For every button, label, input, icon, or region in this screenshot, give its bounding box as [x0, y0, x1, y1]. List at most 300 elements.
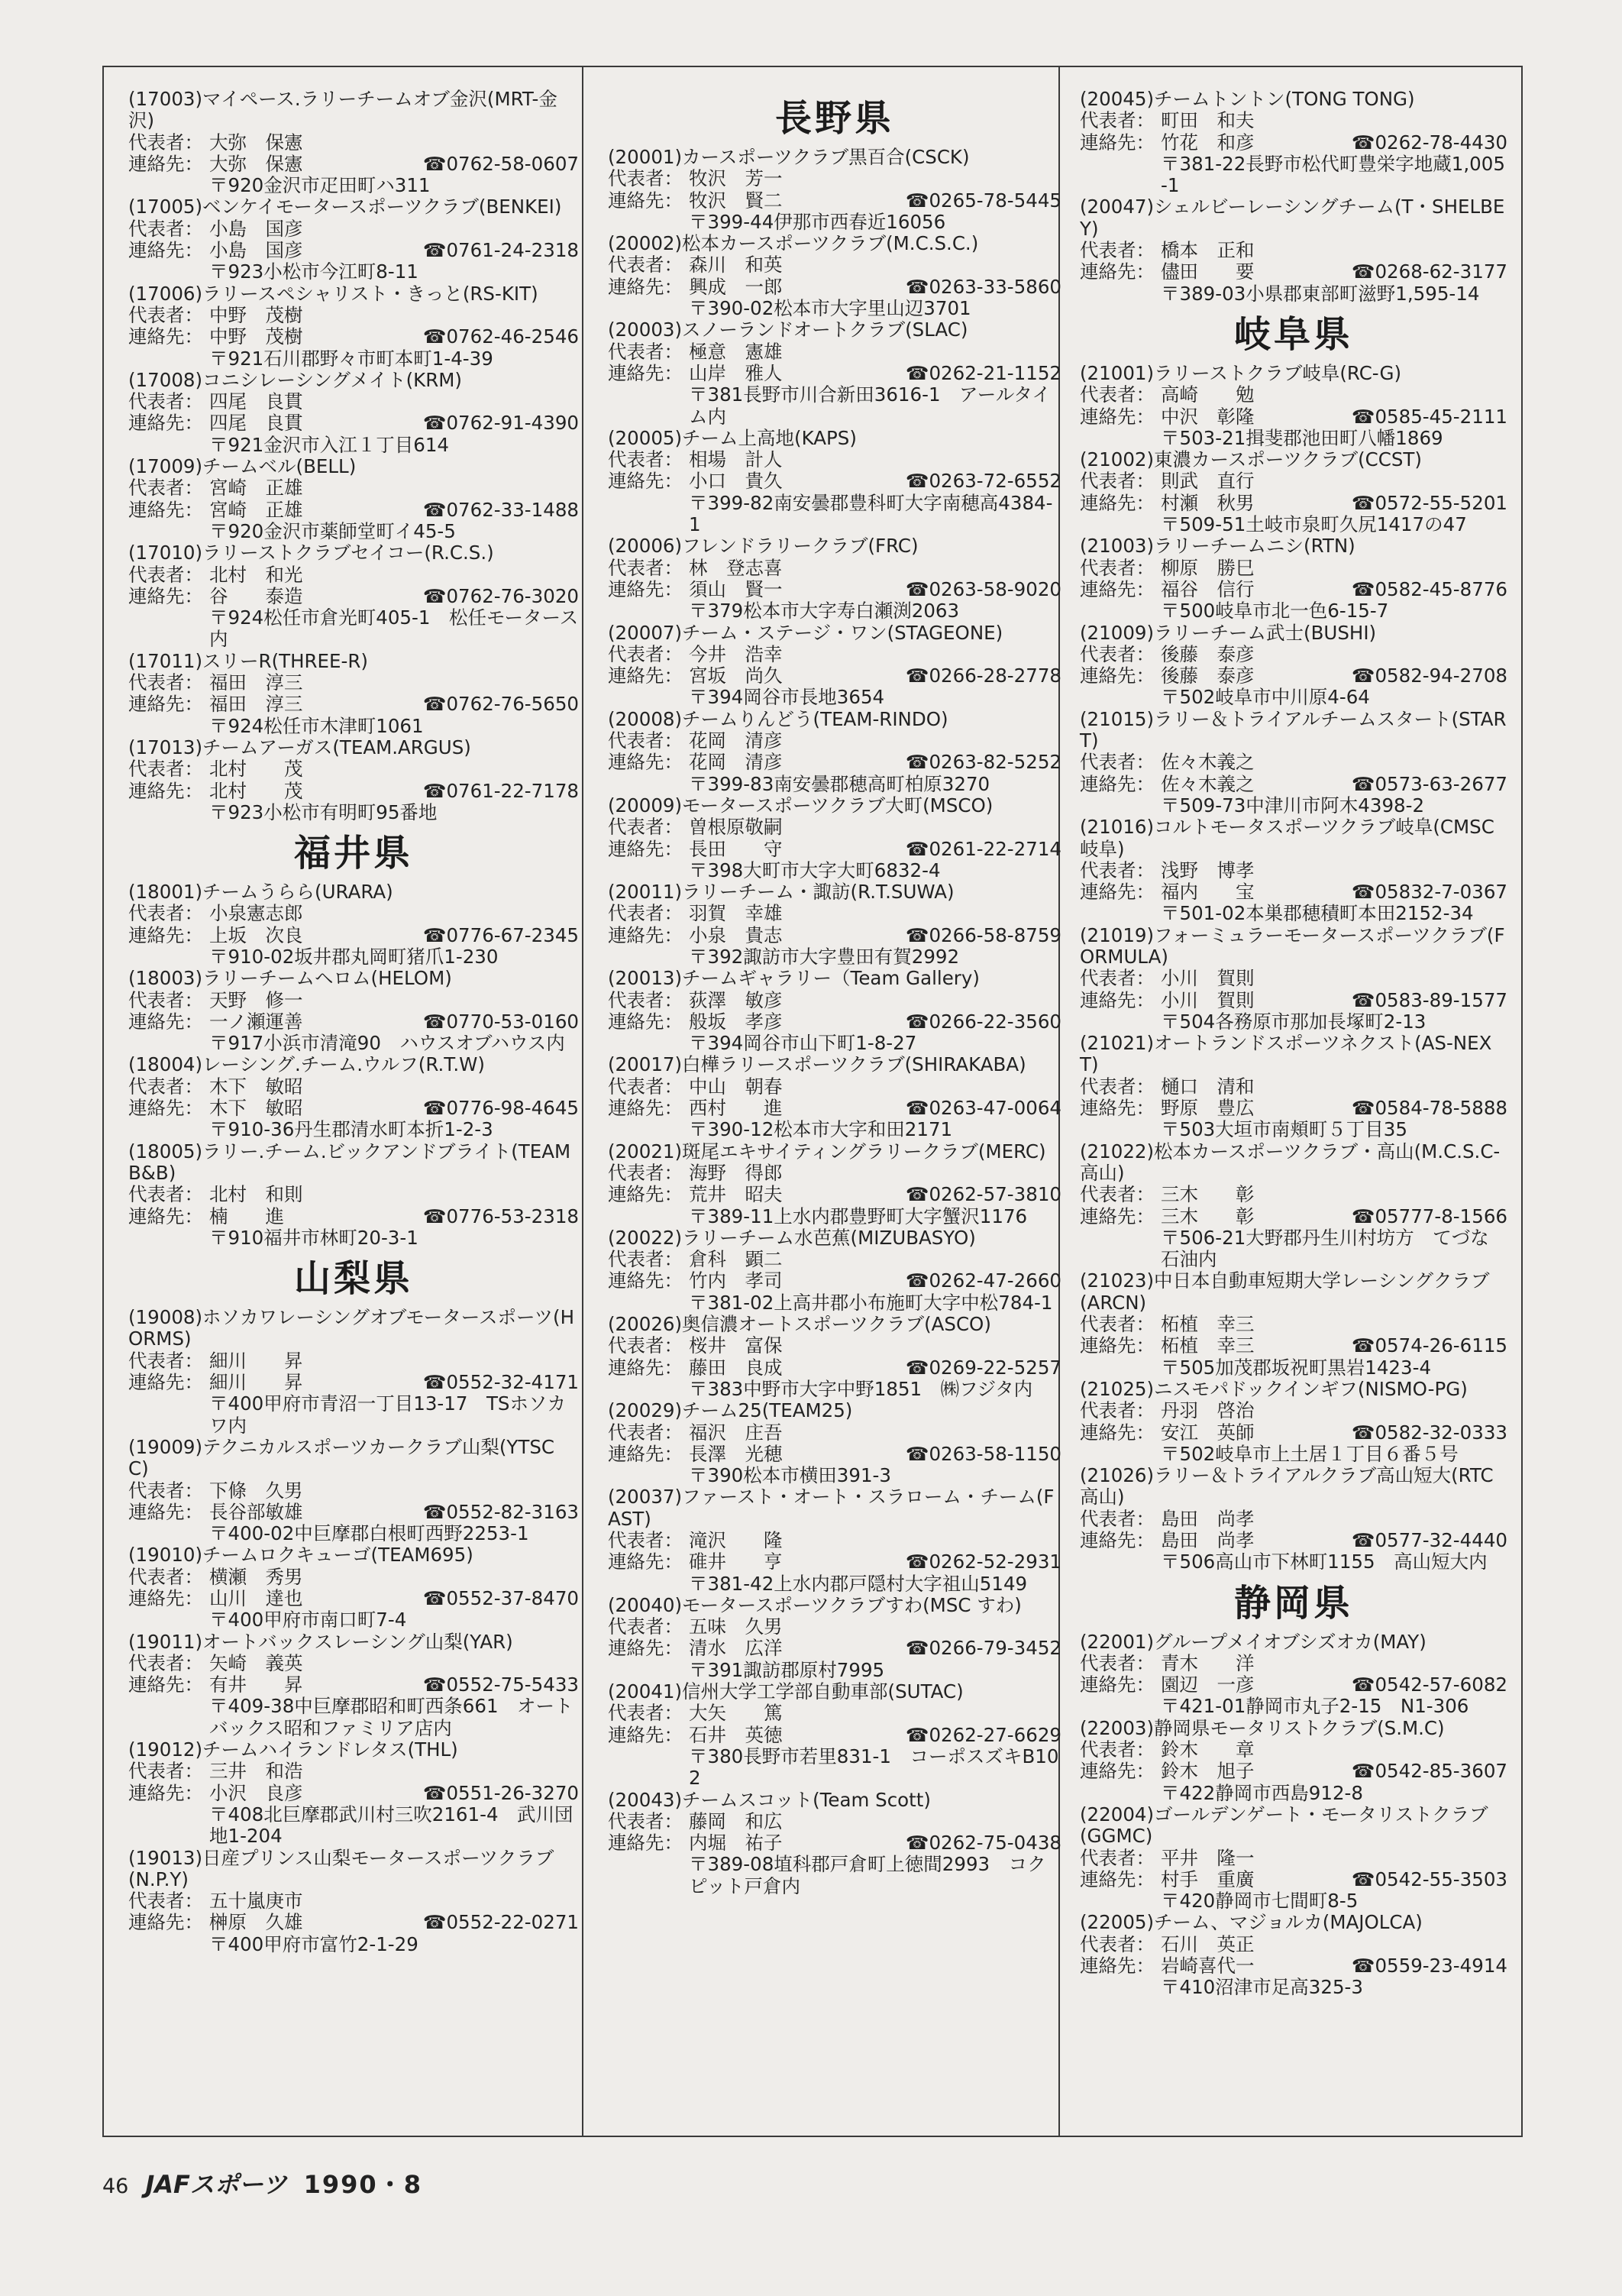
club-title: (22003)静岡県モータリストクラブ(S.M.C) — [1080, 1716, 1445, 1739]
club-title: (22004)ゴールデンゲート・モータリストクラブ(GGMC) — [1080, 1803, 1488, 1848]
representative-name: 北村 和則 — [209, 1183, 303, 1206]
contact-label: 連絡先： — [1080, 131, 1155, 154]
contact-label: 連絡先： — [608, 1442, 683, 1465]
issue-date: 1990・8 — [303, 2170, 422, 2199]
phone-number: ☎0263-33-5860 — [905, 275, 1061, 298]
representative-row — [128, 1761, 579, 1782]
representative-label: 代表者： — [128, 131, 203, 154]
club-title: (21015)ラリー＆トライアルチームスタート(START) — [1080, 707, 1507, 752]
prefecture-heading: 福井県 — [293, 832, 413, 875]
representative-label: 代表者： — [608, 816, 683, 839]
contact-row — [608, 1270, 1061, 1292]
representative-name: 小島 国彦 — [209, 217, 303, 240]
club-title: (20017)白樺ラリースポーツクラブ(SHIRAKABA) — [608, 1053, 1026, 1076]
representative-row — [128, 477, 579, 499]
representative-label: 代表者： — [1080, 1075, 1155, 1098]
representative-name: 牧沢 芳一 — [689, 167, 783, 190]
contact-row — [1080, 1955, 1507, 1977]
contact-name: 儘田 要 — [1161, 260, 1255, 283]
representative-row — [128, 1890, 579, 1912]
postal-address: 〒381-22長野市松代町豊栄字地蔵1,005-1 — [1161, 152, 1505, 197]
postal-address: 〒920金沢市疋田町ハ311 — [209, 174, 431, 197]
postal-address: 〒389-08埴科郡戸倉町上徳間2993 コクピット戸倉内 — [689, 1853, 1046, 1897]
club-title: (19008)ホソカワレーシングオブモータースポーツ(HORMS) — [128, 1306, 575, 1350]
contact-row — [608, 1184, 1061, 1205]
postal-address: 〒410沼津市足高325-3 — [1161, 1976, 1363, 1999]
club-entry — [1080, 817, 1507, 924]
representative-row — [1080, 384, 1507, 406]
phone-number: ☎0762-33-1488 — [422, 498, 579, 521]
contact-row — [128, 1011, 579, 1033]
representative-name: 高崎 勉 — [1161, 383, 1255, 406]
club-entry — [128, 1307, 579, 1437]
representative-row — [1080, 1653, 1507, 1674]
prefecture-heading: 長野県 — [774, 97, 894, 140]
contact-label: 連絡先： — [128, 1587, 203, 1609]
club-title: (20006)フレンドラリークラブ(FRC) — [608, 535, 919, 558]
postal-address: 〒920金沢市薬師堂町イ45-5 — [209, 519, 456, 542]
representative-name: 藤岡 和広 — [689, 1809, 783, 1832]
representative-name: 小川 賀則 — [1161, 967, 1255, 990]
representative-row — [1080, 1184, 1507, 1205]
representative-name: 天野 修一 — [209, 988, 303, 1011]
postal-address: 〒400-02中巨摩郡白根町西野2253-1 — [209, 1522, 529, 1545]
club-title: (21016)コルトモータスポーツクラブ岐阜(CMSC岐阜) — [1080, 816, 1494, 860]
representative-row — [128, 1653, 579, 1674]
postal-address: 〒924松任市倉光町405-1 松任モータース内 — [209, 606, 579, 651]
representative-label: 代表者： — [1080, 556, 1155, 579]
phone-number: ☎0263-58-1150 — [905, 1442, 1061, 1465]
contact-row — [1080, 1098, 1507, 1119]
page-footer — [102, 2169, 422, 2202]
postal-address: 〒910-36丹生郡清水町本折1-2-3 — [209, 1118, 493, 1141]
postal-address: 〒910福井市林町20-3-1 — [209, 1226, 418, 1249]
club-title: (20026)奥信濃オートスポーツクラブ(ASCO) — [608, 1313, 991, 1336]
representative-row — [608, 254, 1061, 276]
club-title: (20021)斑尾エキサイティングラリークラブ(MERC) — [608, 1140, 1046, 1163]
phone-number: ☎0262-21-1152 — [905, 361, 1061, 384]
representative-name: 北村 和光 — [209, 563, 303, 586]
representative-name: 大弥 保憲 — [209, 131, 303, 154]
club-title: (20037)ファースト・オート・スラローム・チーム(FAST) — [608, 1486, 1055, 1530]
representative-row — [608, 730, 1061, 752]
contact-label: 連絡先： — [128, 923, 203, 946]
contact-row — [128, 1098, 579, 1119]
phone-number: ☎0762-76-5650 — [422, 693, 579, 716]
phone-number: ☎0552-82-3163 — [422, 1500, 579, 1523]
representative-label: 代表者： — [1080, 967, 1155, 990]
club-entry — [1080, 196, 1507, 304]
representative-row — [608, 1163, 1061, 1184]
representative-label: 代表者： — [608, 1421, 683, 1444]
representative-label: 代表者： — [1080, 642, 1155, 665]
postal-address: 〒503大垣市南頬町５丁目35 — [1161, 1118, 1407, 1141]
representative-name: 丹羽 啓治 — [1161, 1399, 1255, 1422]
phone-number: ☎0262-75-0438 — [905, 1832, 1061, 1855]
contact-row — [608, 1638, 1061, 1659]
contact-name: 園辺 一彦 — [1161, 1673, 1255, 1696]
representative-name: 北村 茂 — [209, 758, 303, 781]
club-title: (21025)ニスモパドックインギフ(NISMO-PG) — [1080, 1377, 1468, 1400]
representative-row — [128, 1567, 579, 1588]
representative-label: 代表者： — [608, 729, 683, 752]
representative-row — [1080, 1509, 1507, 1530]
contact-row — [608, 1011, 1061, 1033]
representative-name: 森川 和英 — [689, 254, 783, 276]
contact-label: 連絡先： — [1080, 1673, 1155, 1696]
contact-name: 中野 茂樹 — [209, 325, 303, 348]
representative-name: 三木 彰 — [1161, 1183, 1255, 1206]
club-title: (19012)チームハイランドレタス(THL) — [128, 1738, 458, 1761]
representative-name: 宮崎 正雄 — [209, 477, 303, 500]
club-entry — [1080, 1631, 1507, 1718]
contact-row — [1080, 579, 1507, 600]
representative-row — [128, 132, 579, 154]
representative-label: 代表者： — [608, 1075, 683, 1098]
prefecture-heading: 岐阜県 — [1233, 312, 1353, 356]
club-entry — [608, 623, 1061, 709]
contact-row — [128, 240, 579, 261]
representative-label: 代表者： — [608, 902, 683, 925]
contact-row — [128, 925, 579, 946]
contact-name: 荒井 昭夫 — [689, 1183, 783, 1206]
club-title: (20047)シェルビーレーシングチーム(T・SHELBEY) — [1080, 196, 1505, 240]
contact-row — [1080, 1530, 1507, 1551]
club-title: (20007)チーム・ステージ・ワン(STAGEONE) — [608, 621, 1003, 644]
representative-label: 代表者： — [128, 1075, 203, 1098]
representative-name: 海野 得郎 — [689, 1161, 783, 1184]
club-entry — [608, 1790, 1061, 1897]
contact-label: 連絡先： — [608, 1637, 683, 1660]
representative-label: 代表者： — [1080, 109, 1155, 132]
contact-label: 連絡先： — [1080, 1955, 1155, 1977]
representative-name: 橋本 正和 — [1161, 239, 1255, 262]
postal-address: 〒383中野市大字中野1851 ㈱フジタ内 — [689, 1377, 1033, 1400]
contact-label: 連絡先： — [608, 1269, 683, 1292]
representative-name: 曽根原敬嗣 — [689, 816, 783, 839]
representative-name: 樋口 清和 — [1161, 1075, 1255, 1098]
phone-number: ☎0770-53-0160 — [422, 1010, 579, 1033]
representative-name: 細川 昇 — [209, 1349, 303, 1372]
contact-row — [608, 471, 1061, 492]
contact-name: 小島 国彦 — [209, 239, 303, 262]
representative-label: 代表者： — [1080, 1313, 1155, 1336]
club-entry — [1080, 89, 1507, 196]
club-title: (17005)ベンケイモータースポーツクラブ(BENKEI) — [128, 196, 562, 218]
contact-name: 般坂 孝彦 — [689, 1010, 783, 1033]
postal-address: 〒380長野市若里831-1 コーポスズキB102 — [689, 1745, 1059, 1790]
contact-label: 連絡先： — [1080, 260, 1155, 283]
contact-name: 牧沢 賢二 — [689, 189, 783, 212]
representative-name: 木下 敏昭 — [209, 1075, 303, 1098]
contact-label: 連絡先： — [128, 325, 203, 348]
club-title: (18004)レーシング.チーム.ウルフ(R.T.W) — [128, 1053, 485, 1076]
club-entry — [1080, 925, 1507, 1033]
club-entry — [608, 319, 1061, 427]
page-number: 46 — [102, 2175, 129, 2198]
contact-row — [1080, 406, 1507, 428]
representative-label: 代表者： — [128, 1565, 203, 1588]
postal-address: 〒503-21揖斐郡池田町八幡1869 — [1161, 426, 1443, 449]
contact-label: 連絡先： — [128, 1673, 203, 1696]
club-entry — [608, 1054, 1061, 1140]
club-title: (18003)ラリーチームヘロム(HELOM) — [128, 967, 452, 990]
phone-number: ☎0776-53-2318 — [422, 1205, 579, 1227]
contact-label: 連絡先： — [1080, 1334, 1155, 1357]
contact-row — [608, 1357, 1061, 1379]
column-1 — [128, 89, 579, 1955]
postal-address: 〒390-02松本市大字里山辺3701 — [689, 297, 971, 320]
club-entry — [128, 1544, 579, 1631]
contact-name: 山岸 雅人 — [689, 361, 783, 384]
representative-label: 代表者： — [1080, 239, 1155, 262]
phone-number: ☎0266-58-8759 — [905, 923, 1061, 946]
club-entry — [1080, 449, 1507, 535]
representative-label: 代表者： — [608, 1161, 683, 1184]
club-title: (18005)ラリー.チーム.ビックアンドブライト(TEAM B&B) — [128, 1140, 571, 1184]
contact-name: 北村 茂 — [209, 779, 303, 802]
club-entry — [128, 283, 579, 370]
contact-name: 鈴木 旭子 — [1161, 1760, 1255, 1783]
representative-row — [1080, 752, 1507, 773]
club-title: (18001)チームうらら(URARA) — [128, 881, 393, 904]
contact-label: 連絡先： — [608, 577, 683, 600]
club-title: (19009)テクニカルスポーツカークラブ山梨(YTSC C) — [128, 1435, 555, 1480]
contact-row — [1080, 493, 1507, 514]
contact-row — [608, 665, 1061, 687]
contact-label: 連絡先： — [608, 1551, 683, 1573]
column-2 — [608, 89, 1061, 1897]
contact-row — [608, 579, 1061, 600]
phone-number: ☎0542-55-3503 — [1351, 1868, 1507, 1890]
contact-row — [608, 1832, 1061, 1854]
contact-label: 連絡先： — [1080, 1421, 1155, 1444]
representative-name: 福沢 庄吾 — [689, 1421, 783, 1444]
representative-label: 代表者： — [128, 217, 203, 240]
club-entry — [128, 1141, 579, 1249]
contact-label: 連絡先： — [1080, 1097, 1155, 1120]
phone-number: ☎0573-63-2677 — [1351, 772, 1507, 795]
representative-row — [128, 391, 579, 412]
contact-row — [128, 326, 579, 348]
club-title: (20001)カースポーツクラブ黒百合(CSCK) — [608, 146, 970, 168]
club-title: (17003)マイペース.ラリーチームオブ金沢(MRT-金沢) — [128, 88, 557, 132]
club-entry — [1080, 1141, 1507, 1271]
contact-label: 連絡先： — [128, 1010, 203, 1033]
representative-row — [608, 1076, 1061, 1098]
contact-name: 中沢 彰隆 — [1161, 405, 1255, 428]
phone-number: ☎0762-76-3020 — [422, 584, 579, 607]
representative-row — [128, 990, 579, 1011]
contact-label: 連絡先： — [608, 923, 683, 946]
club-title: (20011)ラリーチーム・諏訪(R.T.SUWA) — [608, 881, 955, 904]
representative-label: 代表者： — [608, 1615, 683, 1638]
contact-row — [128, 1502, 579, 1523]
representative-name: 五十嵐庚市 — [209, 1890, 303, 1913]
representative-label: 代表者： — [128, 1479, 203, 1502]
representative-label: 代表者： — [1080, 383, 1155, 406]
club-entry — [1080, 1379, 1507, 1465]
phone-number: ☎0577-32-4440 — [1351, 1529, 1507, 1551]
postal-address: 〒923小松市有明町95番地 — [209, 800, 438, 823]
phone-number: ☎0583-89-1577 — [1351, 988, 1507, 1011]
representative-name: 荻澤 敏彦 — [689, 988, 783, 1011]
contact-name: 宮坂 尚久 — [689, 665, 783, 687]
postal-address: 〒504各務原市那加長塚町2-13 — [1161, 1010, 1427, 1033]
contact-name: 村手 重廣 — [1161, 1868, 1255, 1890]
column-3 — [1080, 89, 1507, 1999]
representative-name: 柳原 勝巳 — [1161, 556, 1255, 579]
contact-name: 榊原 久雄 — [209, 1911, 303, 1934]
contact-name: 後藤 泰彦 — [1161, 665, 1255, 687]
club-title: (20009)モータースポーツクラブ大町(MSCO) — [608, 794, 994, 817]
club-title: (17008)コニシレーシングメイト(KRM) — [128, 368, 462, 391]
postal-address: 〒910-02坂井郡丸岡町猪爪1-230 — [209, 945, 499, 968]
representative-label: 代表者： — [128, 390, 203, 413]
postal-address: 〒400甲府市富竹2-1-29 — [209, 1932, 418, 1955]
club-title: (21001)ラリーストクラブ岐阜(RC-G) — [1080, 361, 1402, 384]
postal-address: 〒509-73中津川市阿木4398-2 — [1161, 794, 1425, 817]
prefecture-heading: 静岡県 — [1233, 1581, 1353, 1625]
representative-name: 矢崎 義英 — [209, 1651, 303, 1674]
contact-name: 興成 一郎 — [689, 275, 783, 298]
postal-address: 〒392諏訪市大字豊田有賀2992 — [689, 945, 960, 968]
representative-row — [1080, 968, 1507, 989]
club-entry — [1080, 623, 1507, 709]
club-title: (19011)オートバックスレーシング山梨(YAR) — [128, 1630, 513, 1653]
representative-row — [1080, 1076, 1507, 1098]
contact-row — [608, 276, 1061, 298]
postal-address: 〒509-51土岐市泉町久尻1417の47 — [1161, 513, 1467, 536]
club-entry — [608, 1314, 1061, 1400]
contact-row — [608, 839, 1061, 860]
club-entry — [128, 1848, 579, 1955]
contact-label: 連絡先： — [1080, 988, 1155, 1011]
representative-label: 代表者： — [608, 1334, 683, 1357]
contact-name: 小川 賀則 — [1161, 988, 1255, 1011]
phone-number: ☎0552-22-0271 — [422, 1911, 579, 1934]
phone-number: ☎0265-78-5445 — [905, 189, 1061, 212]
contact-name: 福谷 信行 — [1161, 577, 1255, 600]
phone-number: ☎0584-78-5888 — [1351, 1097, 1507, 1120]
club-title: (21002)東濃カースポーツクラブ(CCST) — [1080, 448, 1422, 471]
representative-row — [128, 218, 579, 240]
postal-address: 〒501-02本巣郡穂積町本田2152-34 — [1161, 902, 1474, 925]
representative-label: 代表者： — [1080, 1183, 1155, 1206]
representative-label: 代表者： — [608, 988, 683, 1011]
contact-row — [1080, 1761, 1507, 1782]
representative-row — [608, 449, 1061, 471]
contact-name: 岩崎喜代一 — [1161, 1955, 1255, 1977]
contact-row — [128, 412, 579, 434]
club-entry — [608, 535, 1061, 622]
representative-name: 則武 直行 — [1161, 470, 1255, 493]
contact-label: 連絡先： — [608, 1832, 683, 1855]
contact-label: 連絡先： — [128, 498, 203, 521]
club-entry — [608, 1486, 1061, 1594]
contact-row — [128, 781, 579, 802]
representative-row — [128, 1480, 579, 1502]
representative-name: 横瀬 秀男 — [209, 1565, 303, 1588]
phone-number: ☎0263-47-0064 — [905, 1097, 1061, 1120]
representative-name: 小泉憲志郎 — [209, 902, 303, 925]
contact-row — [1080, 881, 1507, 903]
contact-row — [1080, 1422, 1507, 1444]
club-entry — [128, 456, 579, 542]
representative-label: 代表者： — [128, 671, 203, 694]
contact-name: 大弥 保憲 — [209, 152, 303, 175]
representative-row — [608, 1616, 1061, 1638]
club-entry — [128, 542, 579, 650]
contact-row — [608, 1551, 1061, 1573]
phone-number: ☎0552-75-5433 — [422, 1673, 579, 1696]
contact-name: 藤田 良成 — [689, 1356, 783, 1379]
postal-address: 〒381-42上水内郡戸隠村大字祖山5149 — [689, 1572, 1028, 1595]
representative-label: 代表者： — [1080, 470, 1155, 493]
contact-row — [608, 1098, 1061, 1119]
contact-name: 一ノ瀬運善 — [209, 1010, 303, 1033]
representative-row — [1080, 1848, 1507, 1869]
representative-label: 代表者： — [1080, 1846, 1155, 1869]
phone-number: ☎0542-57-6082 — [1351, 1673, 1507, 1696]
contact-name: 長谷部敏雄 — [209, 1500, 303, 1523]
postal-address: 〒921金沢市入江１丁目614 — [209, 433, 450, 456]
contact-label: 連絡先： — [1080, 491, 1155, 514]
club-entry — [128, 196, 579, 283]
representative-row — [608, 1811, 1061, 1832]
representative-row — [608, 990, 1061, 1011]
postal-address: 〒422静岡市西島912-8 — [1161, 1781, 1363, 1804]
contact-row — [1080, 665, 1507, 687]
contact-label: 連絡先： — [608, 189, 683, 212]
contact-label: 連絡先： — [1080, 881, 1155, 904]
representative-name: 町田 和夫 — [1161, 109, 1255, 132]
postal-address: 〒421-01静岡市丸子2-15 N1-306 — [1161, 1695, 1469, 1718]
contact-label: 連絡先： — [128, 779, 203, 802]
contact-name: 上坂 次良 — [209, 923, 303, 946]
phone-number: ☎0582-32-0333 — [1351, 1421, 1507, 1444]
contact-name: 野原 豊広 — [1161, 1097, 1255, 1120]
phone-number: ☎0268-62-3177 — [1351, 260, 1507, 283]
contact-name: 石井 英徳 — [689, 1723, 783, 1746]
representative-label: 代表者： — [128, 477, 203, 500]
contact-label: 連絡先： — [128, 584, 203, 607]
contact-label: 連絡先： — [1080, 1205, 1155, 1227]
contact-name: 福内 宝 — [1161, 881, 1255, 904]
postal-address: 〒420静岡市七間町8-5 — [1161, 1890, 1359, 1913]
representative-label: 代表者： — [128, 988, 203, 1011]
contact-name: 山川 達也 — [209, 1587, 303, 1609]
representative-row — [608, 644, 1061, 665]
phone-number: ☎0262-52-2931 — [905, 1551, 1061, 1573]
contact-name: 小泉 貴志 — [689, 923, 783, 946]
club-title: (17009)チームベル(BELL) — [128, 455, 357, 478]
representative-row — [1080, 644, 1507, 665]
phone-number: ☎0552-37-8470 — [422, 1587, 579, 1609]
representative-row — [1080, 110, 1507, 131]
contact-label: 連絡先： — [608, 1723, 683, 1746]
phone-number: ☎0552-32-4171 — [422, 1371, 579, 1394]
contact-name: 楠 進 — [209, 1205, 284, 1227]
representative-name: 四尾 良貫 — [209, 390, 303, 413]
postal-address: 〒389-11上水内郡豊野町大字蟹沢1176 — [689, 1205, 1028, 1227]
club-title: (21021)オートランドスポーツネクスト(AS-NEXT) — [1080, 1032, 1492, 1076]
representative-name: 青木 洋 — [1161, 1651, 1255, 1674]
club-title: (19013)日産プリンス山梨モータースポーツクラブ(N.P.Y) — [128, 1846, 554, 1890]
contact-label: 連絡先： — [608, 751, 683, 774]
phone-number: ☎0266-22-3560 — [905, 1010, 1061, 1033]
representative-row — [128, 758, 579, 780]
